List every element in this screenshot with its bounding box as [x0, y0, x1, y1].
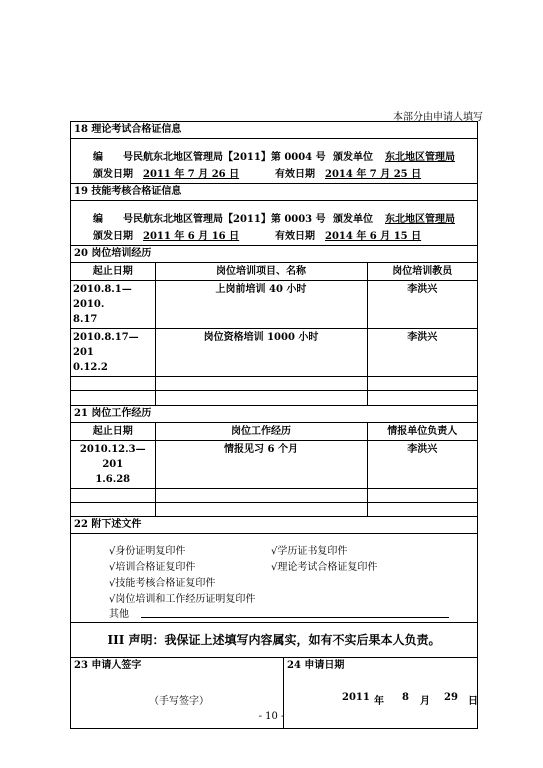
- skill-cert-info: [71, 200, 477, 245]
- table-cell: [71, 377, 155, 391]
- table-cell: 情报见习 6 个月: [155, 440, 367, 488]
- work-experience-section: [71, 405, 477, 517]
- table-row: [71, 488, 477, 502]
- cert-number-label: 编: [93, 214, 103, 225]
- cert-number-label: 编: [93, 152, 103, 163]
- table-cell: 2010.8.17—201 0.12.2: [71, 329, 155, 377]
- date-day: 29: [444, 692, 458, 703]
- column-header: 岗位培训教员: [367, 263, 477, 281]
- section-note: 本部分由申请人填写: [393, 112, 483, 123]
- table-cell: [367, 377, 477, 391]
- table-cell: 上岗前培训 40 小时: [155, 281, 367, 329]
- training-table: [71, 262, 477, 405]
- date-year: 2011: [342, 692, 370, 703]
- table-cell: [71, 488, 155, 502]
- issuer-label: 颁发单位: [333, 152, 373, 163]
- date-day-unit: 日: [468, 696, 478, 707]
- section-header: 18 理论考试合格证信息: [74, 124, 182, 135]
- table-cell: 李洪兴: [367, 440, 477, 488]
- table-cell: [367, 502, 477, 516]
- page-number: - 10 -: [258, 711, 285, 722]
- application-form: [70, 121, 478, 729]
- table-cell: [367, 391, 477, 405]
- skill-cert-section: [71, 183, 477, 245]
- column-header: 起止日期: [71, 263, 155, 281]
- declaration: III 声明：我保证上述填写内容属实，如有不实后果本人负责。: [71, 622, 477, 657]
- issue-date-label: 颁发日期: [93, 169, 133, 180]
- attachment-item: √身份证明复印件: [109, 546, 186, 557]
- table-cell: [71, 502, 155, 516]
- section-header: 23 申请人签字: [74, 660, 142, 671]
- valid-date-label: 有效日期: [275, 169, 315, 180]
- table-cell: 2010.8.1—2010. 8.17: [71, 281, 155, 329]
- cert-number: 号民航东北地区管理局【2011】第 0004 号: [123, 152, 326, 163]
- table-cell: 2010.12.3—201 1.6.28: [71, 440, 155, 488]
- column-header: 岗位工作经历: [155, 422, 367, 440]
- column-header: 岗位培训项目、名称: [155, 263, 367, 281]
- valid-date: 2014 年 6 月 15 日: [325, 231, 422, 242]
- column-header: 起止日期: [71, 422, 155, 440]
- table-cell: 李洪兴: [367, 281, 477, 329]
- table-cell: [367, 488, 477, 502]
- table-cell: 岗位资格培训 1000 小时: [155, 329, 367, 377]
- valid-date-label: 有效日期: [275, 231, 315, 242]
- section-header: 21 岗位工作经历: [74, 407, 152, 419]
- table-row: [71, 329, 477, 377]
- date-month: 8: [402, 692, 409, 703]
- table-cell: 李洪兴: [367, 329, 477, 377]
- table-row: [71, 440, 477, 488]
- issuer-label: 颁发单位: [333, 214, 373, 225]
- table-header-row: [71, 422, 477, 440]
- training-section: [71, 245, 477, 405]
- work-table: [71, 422, 477, 517]
- section-header: 24 申请日期: [287, 660, 345, 671]
- table-row: [71, 377, 477, 391]
- table-header-row: [71, 263, 477, 281]
- cert-number: 号民航东北地区管理局【2011】第 0003 号: [123, 214, 326, 225]
- table-cell: [155, 377, 367, 391]
- attachment-item: √理论考试合格证复印件: [271, 562, 378, 573]
- attachment-item: √学历证书复印件: [271, 546, 348, 557]
- table-cell: [71, 391, 155, 405]
- section-header: 19 技能考核合格证信息: [74, 186, 182, 197]
- table-cell: [155, 488, 367, 502]
- attachment-item: √培训合格证复印件: [109, 562, 196, 573]
- attachment-item: √技能考核合格证复印件: [109, 578, 216, 589]
- attachment-list: [71, 533, 477, 622]
- valid-date: 2014 年 7 月 25 日: [325, 169, 422, 180]
- table-row: [71, 391, 477, 405]
- theory-cert-info: [71, 138, 477, 183]
- issue-date: 2011 年 7 月 26 日: [143, 169, 240, 180]
- section-header: 20 岗位培训经历: [74, 248, 152, 259]
- table-row: [71, 281, 477, 329]
- theory-cert-section: [71, 122, 477, 183]
- column-header: 情报单位负责人: [367, 422, 477, 440]
- other-field[interactable]: [141, 617, 449, 618]
- attachments-section: [71, 516, 477, 622]
- attachment-item: √岗位培训和工作经历证明复印件: [109, 594, 256, 605]
- date-year-unit: 年: [374, 696, 384, 707]
- issue-date: 2011 年 6 月 16 日: [143, 231, 240, 242]
- signature-hint: （手写签字）: [149, 696, 209, 707]
- issuer: 东北地区管理局: [385, 214, 455, 225]
- other-label: 其他: [109, 609, 129, 620]
- section-header: 22 附下述文件: [74, 519, 142, 530]
- issue-date-label: 颁发日期: [93, 231, 133, 242]
- issuer: 东北地区管理局: [385, 152, 455, 163]
- table-cell: [155, 391, 367, 405]
- date-month-unit: 月: [420, 696, 430, 707]
- table-row: [71, 502, 477, 516]
- table-cell: [155, 502, 367, 516]
